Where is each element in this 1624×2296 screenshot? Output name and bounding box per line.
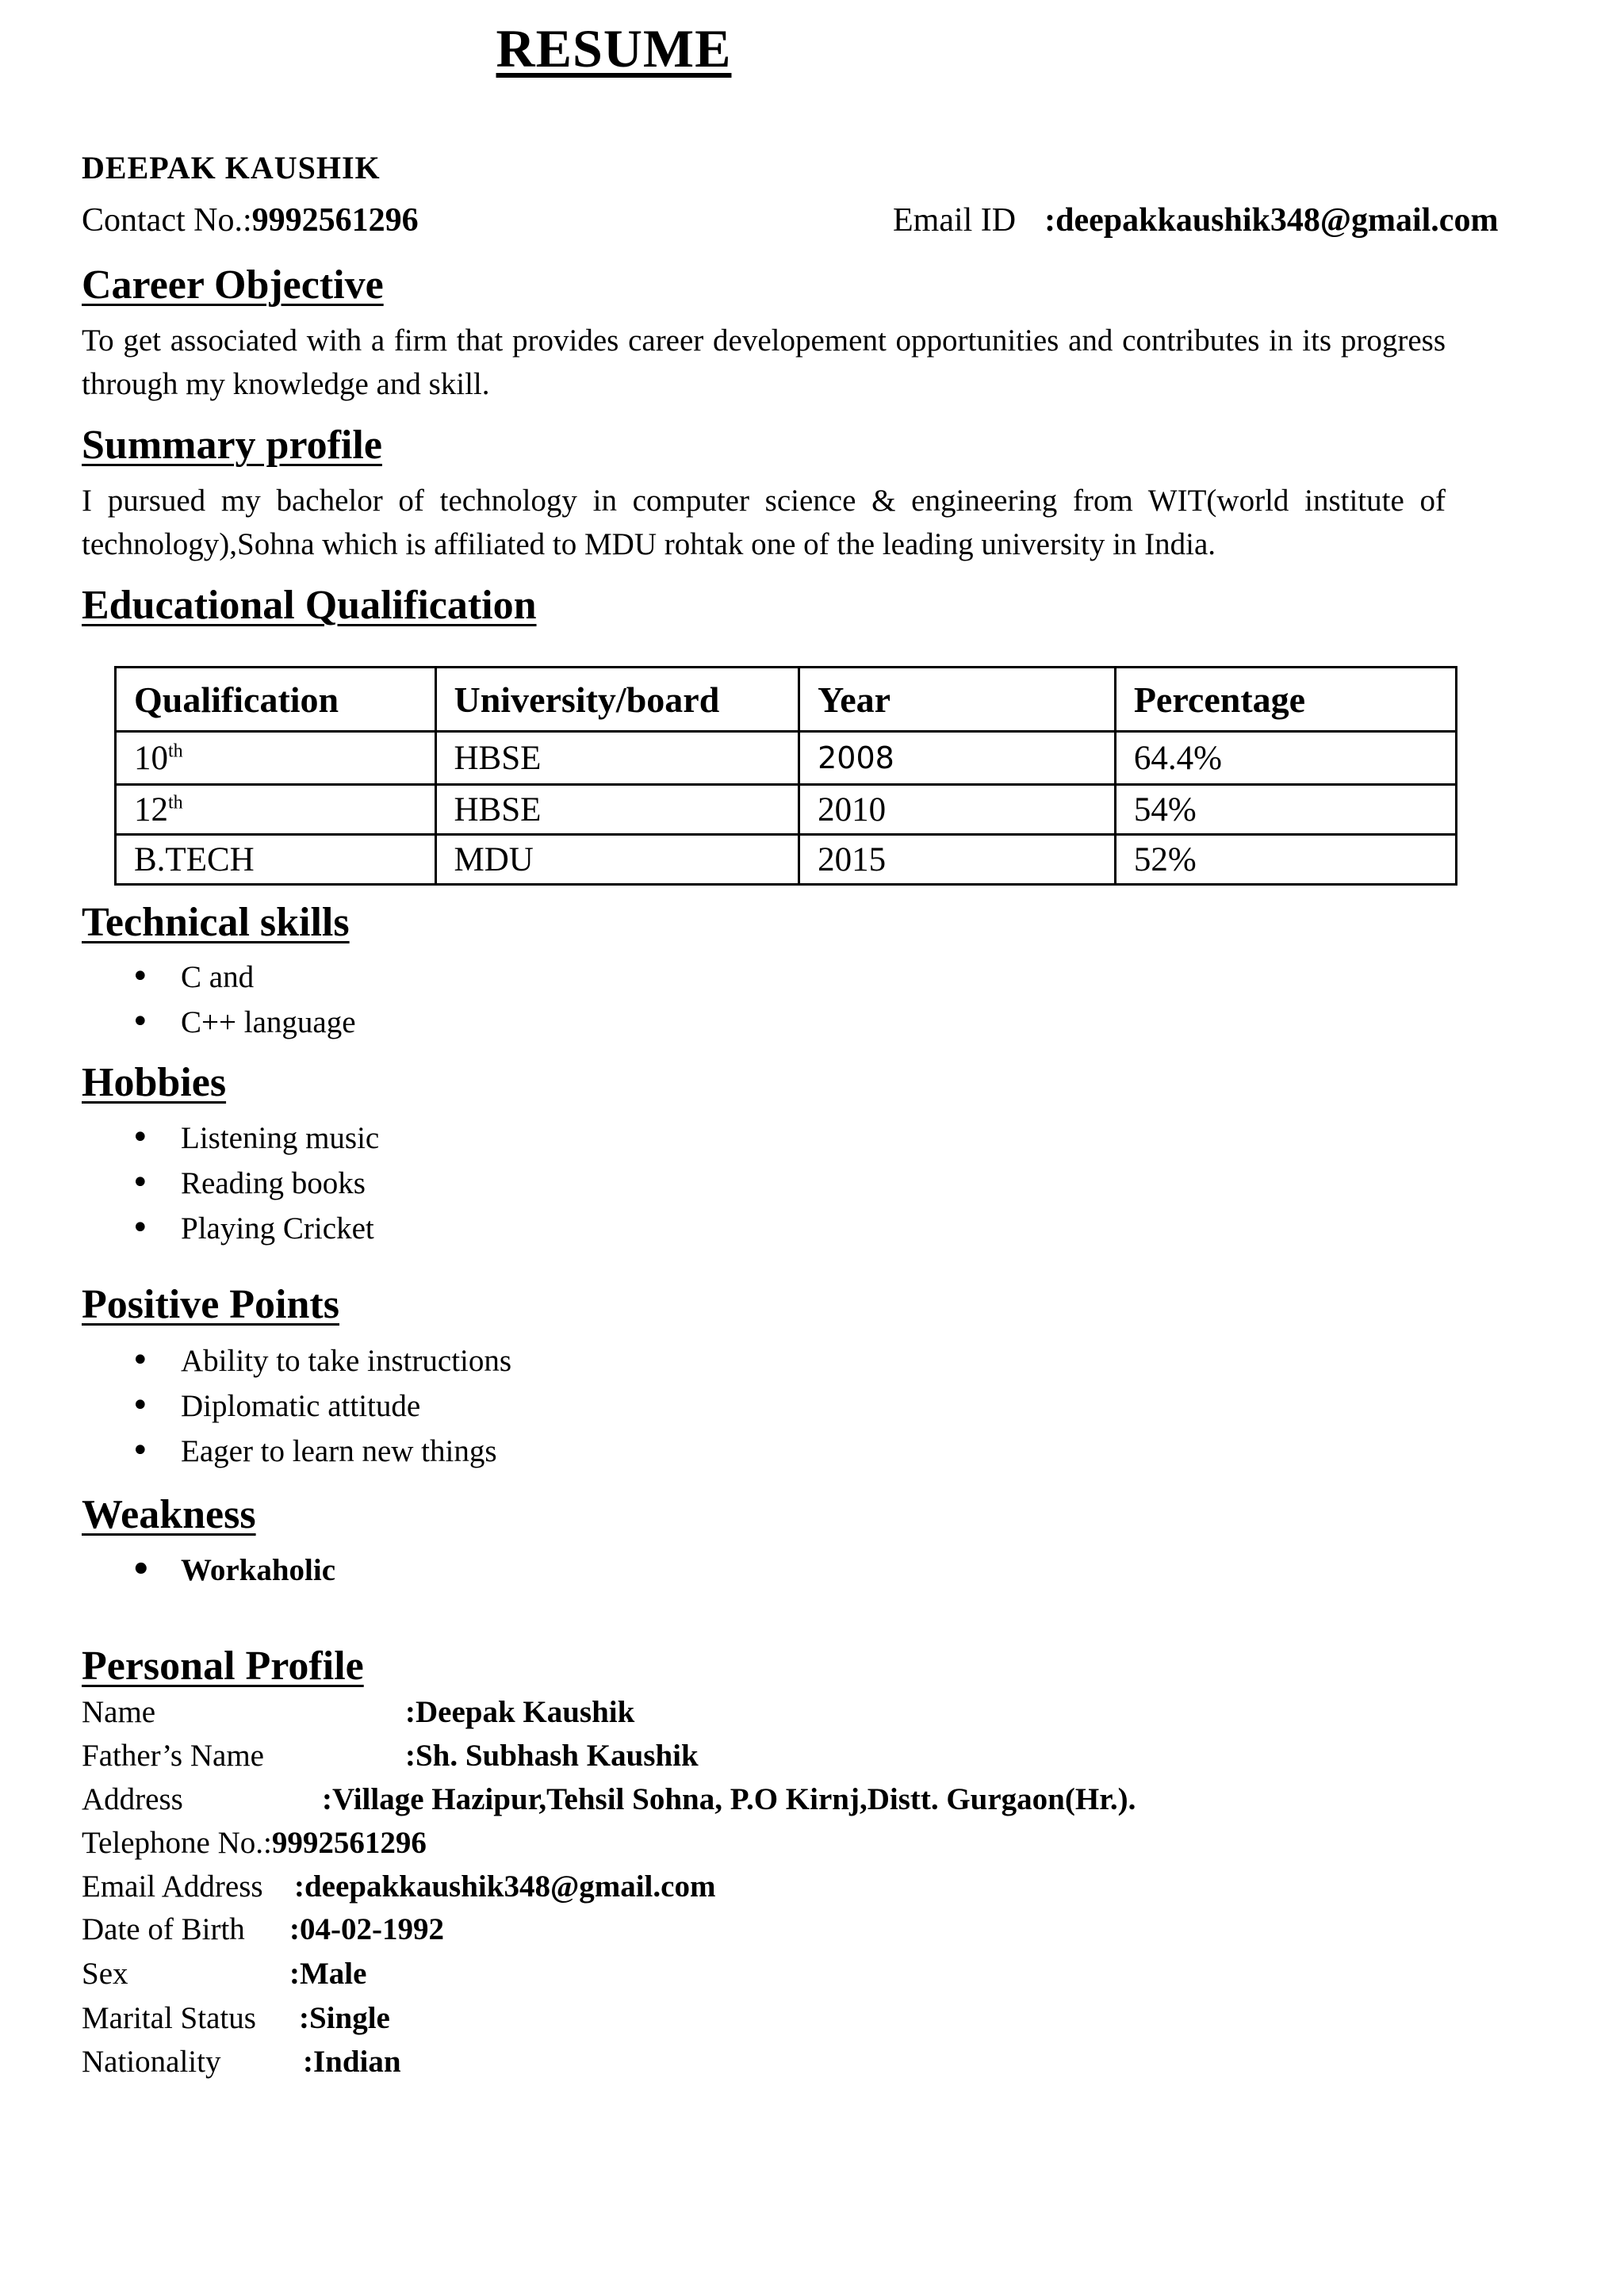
qualification-cell: B.TECH <box>116 835 436 885</box>
contact-value: 9992561296 <box>251 202 419 239</box>
email-id <box>893 201 1498 239</box>
profile-row-email: Email Address :deepakkaushik348@gmail.com <box>82 1869 716 1904</box>
weakness-heading: Weakness <box>82 1492 256 1537</box>
percentage-cell: 64.4% <box>1115 732 1456 785</box>
list-item: • Eager to learn new things <box>82 1429 511 1474</box>
table-row <box>116 732 1457 785</box>
profile-row-marital-status: Marital Status :Single <box>82 2001 390 2035</box>
page-title: RESUME <box>496 18 732 78</box>
profile-row-telephone: Telephone No.:9992561296 <box>82 1826 427 1860</box>
technical-skills-list <box>82 955 356 1045</box>
profile-row-father-name: Father’s Name :Sh. Subhash Kaushik <box>82 1739 699 1773</box>
positive-points-list <box>82 1338 511 1474</box>
career-objective-heading: Career Objective <box>82 262 384 308</box>
positive-points-heading: Positive Points <box>82 1282 339 1327</box>
education-heading: Educational Qualification <box>82 583 537 628</box>
profile-row-sex: Sex :Male <box>82 1957 367 1991</box>
year-cell: 2010 <box>799 785 1116 835</box>
list-item: • Reading books <box>82 1161 379 1206</box>
year-cell: 2015 <box>799 835 1116 885</box>
qualification-cell: 12th <box>116 785 436 835</box>
qualification-cell: 10th <box>116 732 436 785</box>
career-objective-text: To get associated with a firm that provides career developement opportunities and contributes in its progress through my knowledge and skill. <box>82 323 1446 401</box>
list-item: • Playing Cricket <box>82 1206 379 1251</box>
email-value: :deepakkaushik348@gmail.com <box>1044 202 1499 239</box>
list-item: • Ability to take instructions <box>82 1338 511 1383</box>
table-row <box>116 785 1457 835</box>
summary-profile-text: I pursued my bachelor of technology in computer science & engineering from WIT(world institute of technology),Sohna which is affiliated to MDU rohtak one of the leading university in India. <box>82 484 1446 561</box>
contact-label: Contact No.: <box>82 202 252 239</box>
board-cell: MDU <box>435 835 799 885</box>
list-item: • C and <box>82 955 356 1000</box>
technical-skills-heading: Technical skills <box>82 900 350 945</box>
list-item: • Workaholic <box>82 1548 335 1593</box>
profile-row-nationality: Nationality :Indian <box>82 2045 401 2079</box>
board-cell: HBSE <box>435 785 799 835</box>
percentage-cell: 54% <box>1115 785 1456 835</box>
hobbies-heading: Hobbies <box>82 1060 227 1105</box>
hobbies-list <box>82 1115 379 1251</box>
contact-number <box>82 201 419 239</box>
year-cell: 2008 <box>799 732 1116 785</box>
personal-profile-heading: Personal Profile <box>82 1644 364 1689</box>
profile-row-dob: Date of Birth :04-02-1992 <box>82 1912 444 1946</box>
candidate-name: DEEPAK KAUSHIK <box>82 150 381 186</box>
board-cell: HBSE <box>435 732 799 785</box>
list-item: • Listening music <box>82 1115 379 1161</box>
list-item: • C++ language <box>82 1000 356 1045</box>
column-header: University/board <box>435 668 799 732</box>
profile-row-name: Name :Deepak Kaushik <box>82 1695 635 1729</box>
table-row <box>116 835 1457 885</box>
percentage-cell: 52% <box>1115 835 1456 885</box>
list-item: • Diplomatic attitude <box>82 1383 511 1429</box>
email-label: Email ID <box>893 202 1017 239</box>
summary-profile-heading: Summary profile <box>82 423 382 468</box>
column-header: Year <box>799 668 1116 732</box>
weakness-list <box>82 1548 335 1593</box>
column-header: Percentage <box>1115 668 1456 732</box>
education-table <box>114 666 1457 886</box>
profile-row-address: Address :Village Hazipur,Tehsil Sohna, P.O Kirnj,Distt. Gurgaon(Hr.). <box>82 1782 1136 1816</box>
column-header: Qualification <box>116 668 436 732</box>
table-header-row <box>116 668 1457 732</box>
